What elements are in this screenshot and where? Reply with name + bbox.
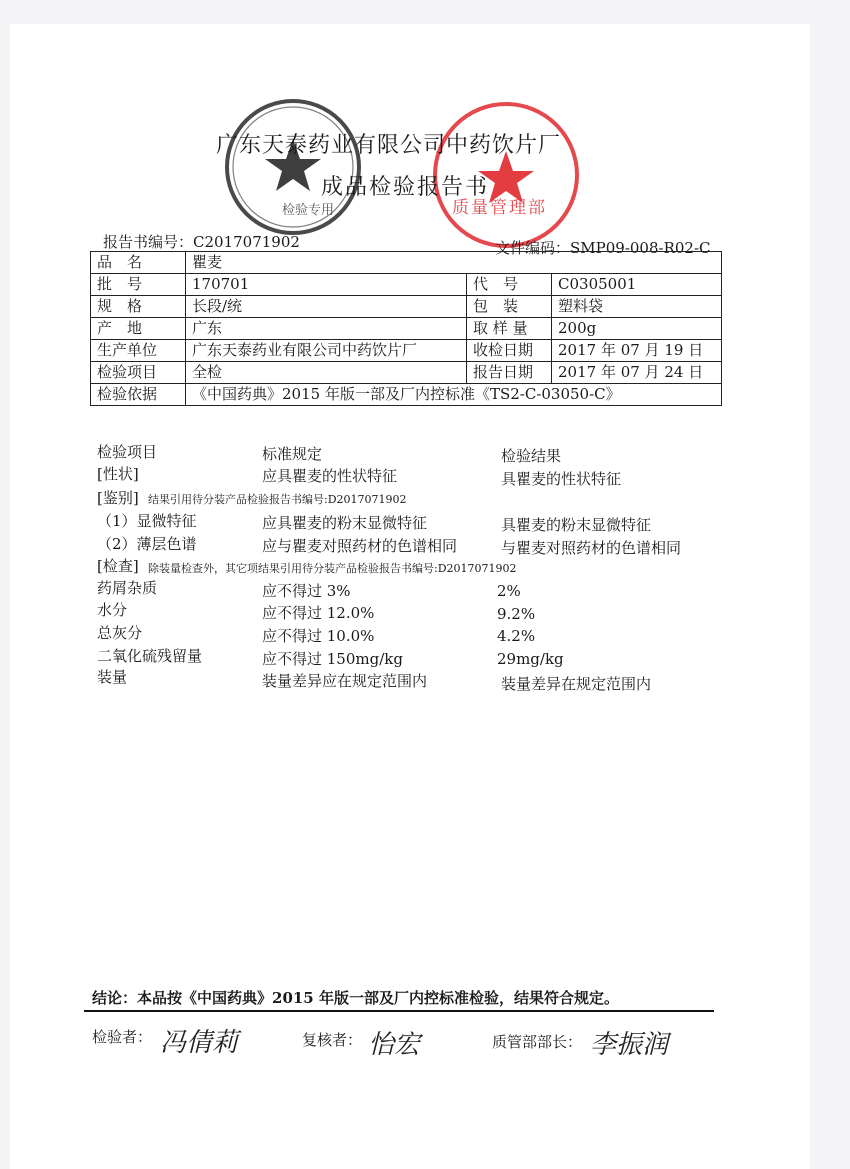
tlc-item: （2）薄层色谱 [97, 535, 197, 553]
inspection-seal-stamp-text: 检验专用 [282, 203, 335, 218]
file-code: 文件编码：SMP09-008-R02-C [495, 239, 711, 257]
origin-value: 广东 [186, 318, 467, 340]
test-item-value: 全检 [186, 362, 467, 384]
tlc-result: 与瞿麦对照药材的色谱相同 [501, 539, 682, 557]
inspector-signature: 冯倩莉 [160, 1028, 239, 1058]
sample-value: 200g [552, 318, 722, 340]
fill-result: 装量差异在规定范围内 [501, 675, 652, 693]
spec-value: 长段/统 [186, 296, 467, 318]
so2-result: 29mg/kg [497, 650, 564, 668]
qa-head-signature: 李振润 [590, 1030, 669, 1060]
ash-standard: 应不得过 10.0% [262, 627, 375, 645]
pack-label: 包 装 [467, 296, 552, 318]
product-name-label: 品 名 [91, 252, 186, 274]
test-item-label: 检验项目 [91, 362, 186, 384]
sample-label: 取 样 量 [467, 318, 552, 340]
reviewer-signature: 怡宏 [368, 1030, 421, 1060]
code-label: 代 号 [467, 274, 552, 296]
ash-result: 4.2% [497, 627, 536, 645]
inspector-label: 检验者： [92, 1028, 153, 1046]
check-section: [检查] [97, 557, 139, 575]
pack-value: 塑料袋 [552, 296, 722, 318]
report-number: 报告书编号：C2017071902 [103, 233, 300, 251]
conclusion: 结论：本品按《中国药典》2015 年版一部及厂内控标准检验，结果符合规定。 [92, 989, 619, 1007]
ash-item: 总灰分 [97, 624, 143, 642]
micro-item: （1）显微特征 [97, 512, 197, 530]
receive-date-label: 收检日期 [467, 340, 552, 362]
origin-label: 产 地 [91, 318, 186, 340]
qa-head-label: 质管部部长： [492, 1033, 583, 1051]
quality-dept-stamp-text: 质量管理部 [452, 198, 547, 218]
identify-note: 结果引用待分装产品检验报告书编号:D2017071902 [148, 493, 407, 506]
so2-standard: 应不得过 150mg/kg [262, 650, 403, 668]
table-row [91, 362, 722, 384]
water-standard: 应不得过 12.0% [262, 604, 375, 622]
maker-label: 生产单位 [91, 340, 186, 362]
document-title: 成品检验报告书 [321, 175, 490, 200]
tlc-standard: 应与瞿麦对照药材的色谱相同 [262, 537, 458, 555]
batch-label: 批 号 [91, 274, 186, 296]
identify-section: [鉴别] [97, 489, 139, 507]
batch-value: 170701 [186, 274, 467, 296]
table-row [91, 252, 722, 274]
table-row [91, 296, 722, 318]
basis-value: 《中国药典》2015 年版一部及厂内控标准《TS2-C-03050-C》 [186, 384, 722, 406]
fill-item: 装量 [97, 668, 128, 686]
table-row [91, 274, 722, 296]
table-row [91, 384, 722, 406]
spec-label: 规 格 [91, 296, 186, 318]
report-date-label: 报告日期 [467, 362, 552, 384]
table-row [91, 318, 722, 340]
water-result: 9.2% [497, 605, 536, 623]
impurity-standard: 应不得过 3% [262, 582, 351, 600]
basis-label: 检验依据 [91, 384, 186, 406]
micro-standard: 应具瞿麦的粉末显微特征 [262, 514, 428, 532]
product-name-value: 瞿麦 [186, 252, 722, 274]
product-info-table [90, 251, 722, 406]
col-standard-header: 标准规定 [262, 445, 323, 463]
character-standard: 应具瞿麦的性状特征 [262, 467, 398, 485]
col-result-header: 检验结果 [501, 447, 562, 465]
check-note: 除装量检查外，其它项结果引用待分装产品检验报告书编号:D2017071902 [148, 562, 517, 575]
impurity-result: 2% [497, 582, 521, 600]
col-item-header: 检验项目 [97, 443, 158, 461]
maker-value: 广东天泰药业有限公司中药饮片厂 [186, 340, 467, 362]
code-value: C0305001 [552, 274, 722, 296]
micro-result: 具瞿麦的粉末显微特征 [501, 516, 652, 534]
fill-standard: 装量差异应在规定范围内 [262, 672, 428, 690]
report-date-value: 2017 年 07 月 24 日 [552, 362, 722, 384]
character-section: [性状] [97, 465, 139, 483]
reviewer-label: 复核者： [302, 1031, 363, 1049]
company-title: 广东天泰药业有限公司中药饮片厂 [216, 133, 562, 158]
character-result: 具瞿麦的性状特征 [501, 470, 622, 488]
table-row [91, 340, 722, 362]
impurity-item: 药屑杂质 [97, 579, 158, 597]
conclusion-divider [84, 1010, 714, 1012]
receive-date-value: 2017 年 07 月 19 日 [552, 340, 722, 362]
so2-item: 二氧化硫残留量 [97, 647, 203, 665]
water-item: 水分 [97, 601, 128, 619]
